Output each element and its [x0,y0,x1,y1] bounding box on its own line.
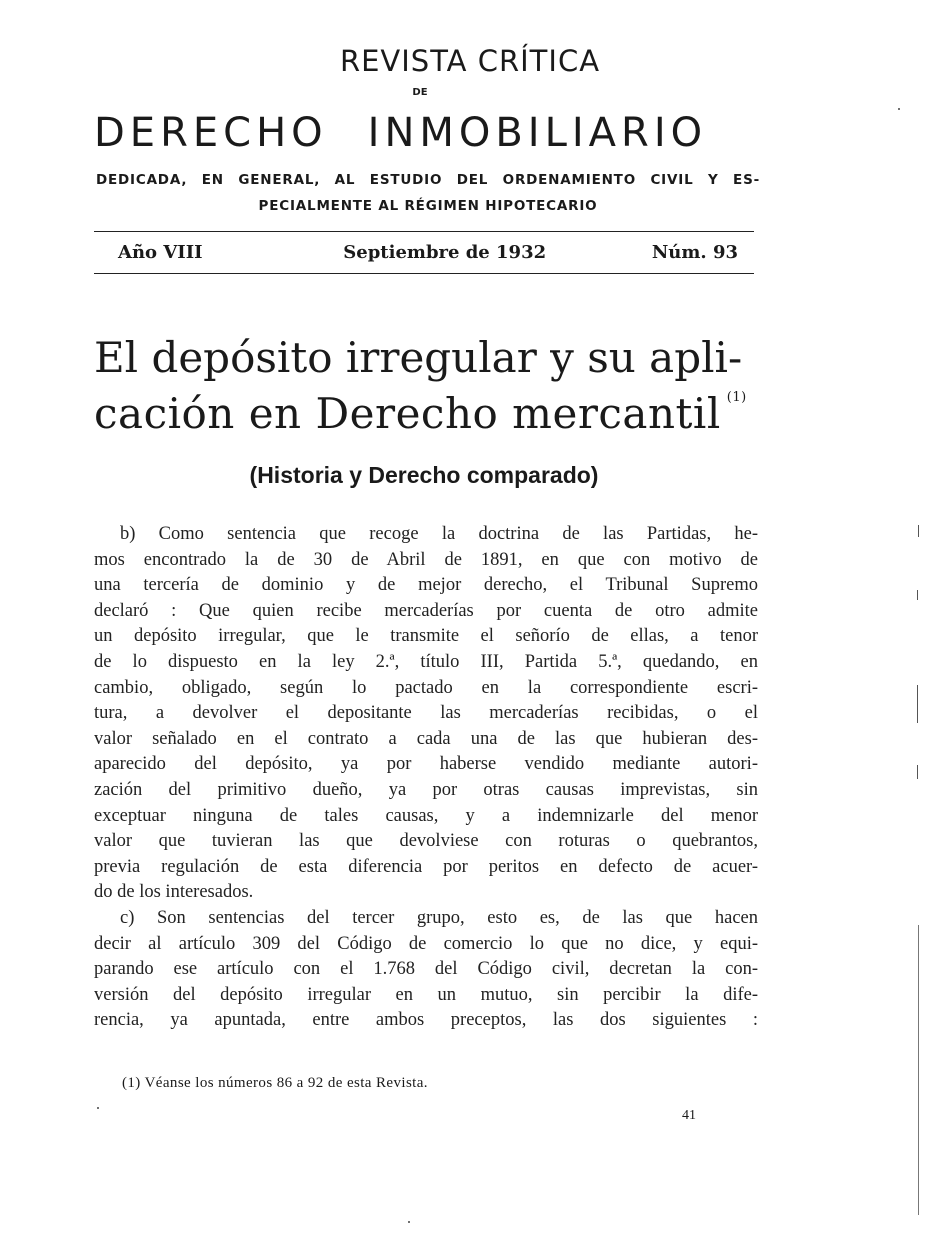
title-footnote-marker: (1) [726,390,747,405]
masthead-word-2: INMOBILIARIO [367,110,708,156]
page-number: 41 [682,1108,696,1123]
body-line: una tercería de dominio y de mejor derecho, el Tribunal Supremo [94,575,758,596]
rule-top [94,231,754,232]
scan-dot [898,108,900,110]
footnote: (1) Véanse los números 86 a 92 de esta Revista. [122,1075,428,1091]
issue-info-row [118,242,738,263]
scan-mark [918,925,919,1215]
body-line: c) Son sentencias del tercer grupo, esto es, de las que hacen [120,907,758,928]
body-line: mos encontrado la de 30 de Abril de 1891, en que con motivo de [94,549,758,570]
body-line: do de los interesados. [94,882,254,903]
rule-bottom [94,273,754,274]
body-line: cambio, obligado, según lo pactado en la correspondiente escri- [94,677,758,698]
article-subtitle: (Historia y Derecho comparado) [249,462,599,488]
dedication-line-1: DEDICADA, EN GENERAL, AL ESTUDIO DEL ORDENAMIENTO CIVIL Y ES- [96,172,760,188]
body-line: aparecido del depósito, ya por haberse vendido mediante autori- [94,754,758,775]
masthead-de: DE [412,87,428,98]
body-line: declaró : Que quien recibe mercaderías por cuenta de otro admite [94,600,758,621]
masthead-top-title: REVISTA CRÍTICA [339,44,601,78]
body-line: b) Como sentencia que recoge la doctrina de las Partidas, he- [120,524,758,544]
issue-date: Septiembre de 1932 [343,242,547,263]
body-line: previa regulación de esta diferencia por peritos en defecto de acuer- [94,856,758,877]
issue-number: Núm. 93 [651,242,738,263]
article-title-line-1: El depósito irregular y su apli- [94,333,743,382]
body-line: tura, a devolver el depositante las mercaderías recibidas, o el [94,703,758,724]
body-line: decir al artículo 309 del Código de comercio lo que no dice, y equi- [94,933,758,954]
scan-mark [917,685,918,723]
body-line: valor que tuvieran las que devolviese con roturas o quebrantos, [94,831,758,852]
article-title-line-2: cación en Derecho mercantil [94,389,721,438]
article-title-line-2-wrap [94,384,774,440]
scan-mark [918,525,919,537]
article-title [94,332,774,440]
scan-dot [408,1221,410,1223]
article-body [94,522,758,1034]
scan-mark [917,765,918,779]
body-line: versión del depósito irregular en un mutuo, sin percibir la dife- [94,984,758,1005]
masthead-main-title [94,110,764,156]
body-line: rencia, ya apuntada, entre ambos preceptos, las dos siguientes : [94,1010,758,1031]
body-line: exceptuar ninguna de tales causas, y a indemnizarle del menor [94,805,758,826]
body-line: un depósito irregular, que le transmite el señorío de ellas, a tenor [94,626,758,647]
body-line: valor señalado en el contrato a cada una de las que hubieran des- [94,728,758,749]
body-line: zación del primitivo dueño, ya por otras causas imprevistas, sin [94,779,758,800]
masthead-word-1: DERECHO [94,110,328,156]
scan-mark [917,590,918,600]
scan-dot [97,1107,99,1109]
body-line: parando ese artículo con el 1.768 del Código civil, decretan la con- [94,959,758,980]
dedication-line-2: PECIALMENTE AL RÉGIMEN HIPOTECARIO [258,198,598,214]
issue-year: Año VIII [118,242,203,263]
body-line: de lo dispuesto en la ley 2.ª, título III, Partida 5.ª, quedando, en [94,651,758,672]
